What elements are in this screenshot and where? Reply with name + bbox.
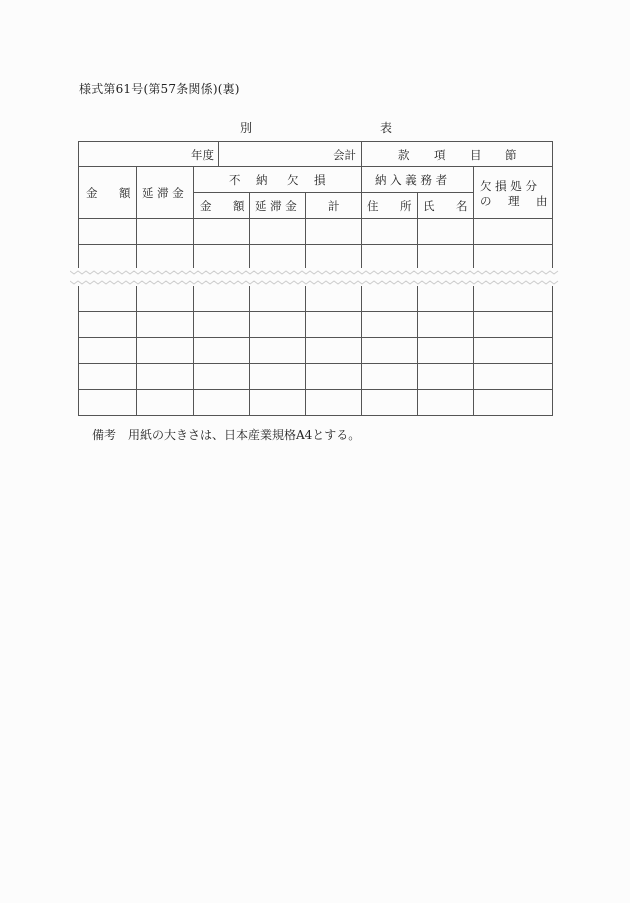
header-sub-divider-loss [193,192,361,193]
reason-line2-3: 由 [536,194,548,208]
col-divider [249,192,250,416]
category-kan: 款 [398,148,410,162]
loss-group-4: 損 [314,173,326,187]
loss-group-1: 不 [229,173,241,187]
year-label: 年度 [191,148,214,162]
payer-group: 納 入 義 務 者 [375,173,448,187]
amount-header-1: 金 [86,186,98,200]
amount-header-2: 額 [119,186,131,200]
row-line [78,363,553,364]
account-category-divider [361,141,362,166]
table-break [70,268,560,286]
table-title-right: 表 [380,121,393,135]
table-border-bottom [78,415,553,416]
col-divider [136,166,137,416]
note: 備考 用紙の大きさは、日本産業規格A4とする。 [92,428,361,442]
table-border-top [78,141,553,142]
payer-address-1: 住 [367,199,379,213]
header-bottom [78,218,553,219]
reason-line2-1: の [480,194,492,208]
col-divider [361,166,362,416]
form-title: 様式第61号(第57条関係)(裏) [79,82,240,96]
row-line [78,244,553,245]
loss-group-3: 欠 [287,173,299,187]
payer-name-1: 氏 [423,199,435,213]
row-line [78,337,553,338]
loss-total: 計 [328,199,340,213]
year-account-divider [218,141,219,166]
loss-delinquency: 延 滞 金 [255,199,297,213]
loss-group-2: 納 [256,173,268,187]
delinquency-header: 延 滞 金 [142,186,184,200]
payer-name-2: 名 [456,199,468,213]
reason-line1: 欠 損 処 分 [480,179,537,193]
col-divider [193,166,194,416]
reason-line2-2: 理 [508,194,520,208]
col-divider [473,166,474,416]
loss-amount-1: 金 [200,199,212,213]
row-line [78,389,553,390]
col-divider [305,192,306,416]
payer-address-2: 所 [400,199,412,213]
table-title-left: 別 [240,121,253,135]
col-divider [417,192,418,416]
header-row1-bottom [78,166,553,167]
category-kou: 項 [434,148,446,162]
category-moku: 目 [470,148,482,162]
row-line [78,311,553,312]
loss-amount-2: 額 [233,199,245,213]
category-setsu: 節 [505,148,517,162]
zigzag-break-icon [70,268,560,286]
account-label: 会計 [333,148,356,162]
